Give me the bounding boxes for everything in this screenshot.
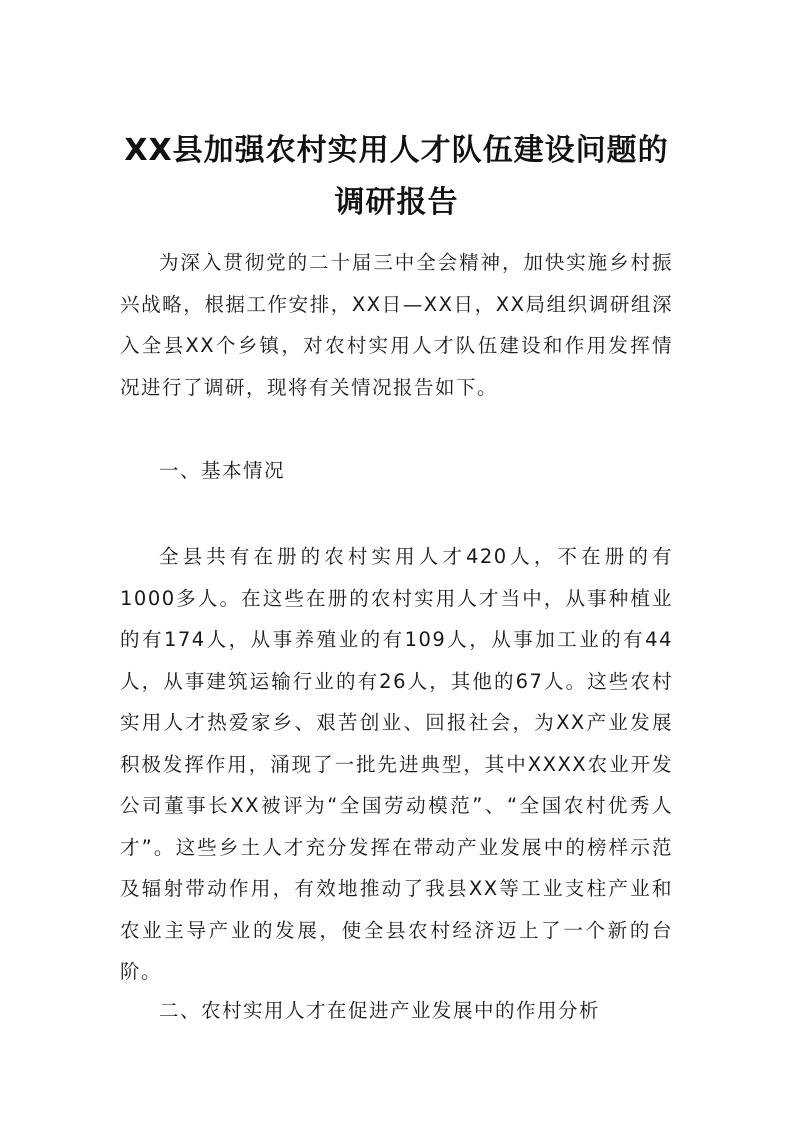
intro-paragraph: 为深入贯彻党的二十届三中全会精神，加快实施乡村振兴战略，根据工作安排，XX日—XX日，XX局组织调研组深入全县XX个乡镇，对农村实用人才队伍建设和作用发挥情况进行了调研，现将有关情况报告如下。: [120, 251, 673, 399]
document-title: XX县加强农村实用人才队伍建设问题的调研报告: [124, 133, 669, 220]
section-body-basic-situation: 全县共有在册的农村实用人才420人，不在册的有1000多人。在这些在册的农村实用人才当中，从事种植业的有174人，从事养殖业的有109人，从事加工业的有44人，从事建筑运输行业的有26人，其他的67人。这些农村实用人才热爱家乡、艰苦创业、回报社会，为XX产业发展积极发挥作用，涌现了一批先进典型，其中XXXX农业开发公司董事长XX被评为“全国劳动模范”、“全国农村优秀人才”。这些乡土人才充分发挥在带动产业发展中的榜样示范及辐射带动作用，有效地推动了我县XX等工业支柱产业和农业主导产业的发展，使全县农村经济迈上了一个新的台阶。: [120, 545, 673, 983]
section-heading-basic-situation: 一、基本情况: [159, 459, 286, 482]
section-heading-role-analysis: 二、农村实用人才在促进产业发展中的作用分析: [159, 999, 601, 1022]
